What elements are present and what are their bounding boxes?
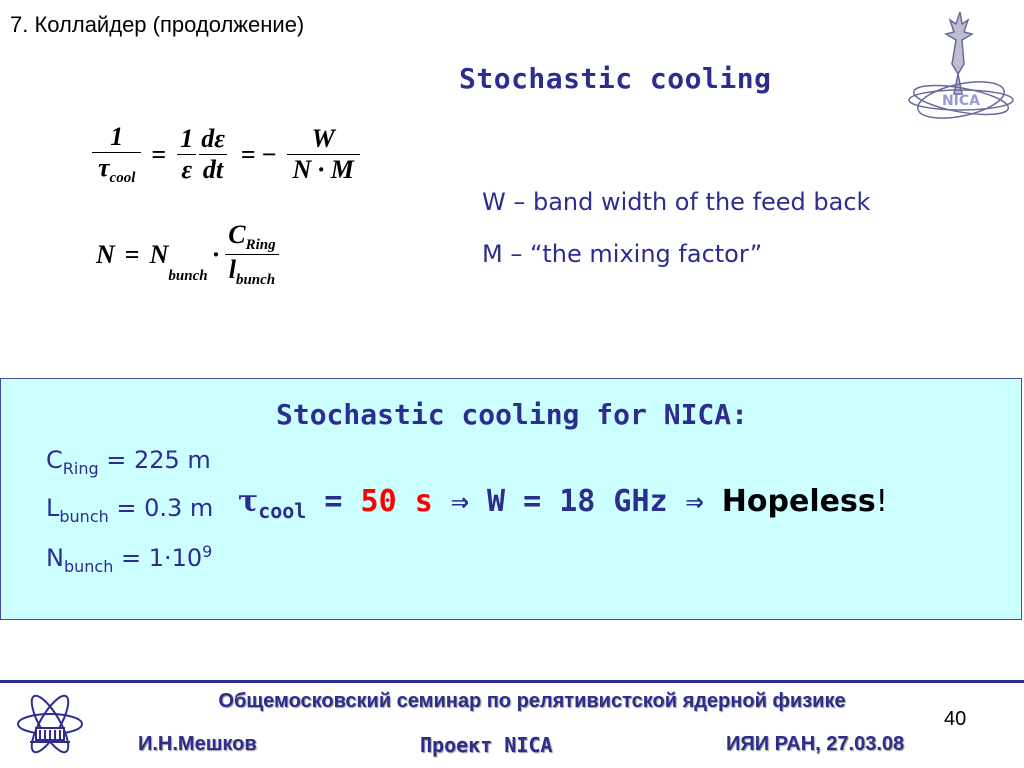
bandwidth-value: W = 18 GHz <box>486 484 668 519</box>
param-base: 10 <box>171 544 203 572</box>
frac-num <box>224 220 279 254</box>
footer-project: Проект NICA <box>420 733 553 757</box>
l-symbol: l <box>228 255 236 285</box>
slide-title: Stochastic cooling <box>459 62 772 95</box>
frac-den <box>225 254 279 289</box>
frac-c-over-l <box>224 220 279 289</box>
param-subscript: Ring <box>62 458 99 478</box>
implies-arrow: ⇒ <box>432 484 487 519</box>
frac-den: N · M <box>287 154 360 185</box>
nica-logo-icon <box>902 4 1020 136</box>
frac-num: dε <box>201 124 225 154</box>
frac-inverse-eps <box>176 124 197 185</box>
frac-den: ε <box>177 154 196 185</box>
c-symbol: C <box>228 220 246 249</box>
particle-number-formula <box>96 220 280 289</box>
minus-sign: − <box>261 139 277 169</box>
frac-den: dt <box>199 154 227 185</box>
n-symbol: N <box>96 239 115 269</box>
logo-text: NICA <box>941 93 981 109</box>
equals-sign: = <box>306 484 361 519</box>
param-dot: · <box>163 544 172 572</box>
param-subscript: bunch <box>63 556 114 576</box>
cool-subscript: cool <box>258 499 307 523</box>
frac-num: W <box>311 124 335 154</box>
param-subscript: bunch <box>59 506 109 526</box>
dot-operator: · <box>211 239 221 269</box>
ring-subscript: Ring <box>245 237 276 254</box>
param-symbol: C <box>46 446 63 474</box>
param-n-bunch <box>46 542 212 576</box>
cooling-result <box>238 484 888 523</box>
footer-venue: ИЯИ РАН, 27.03.08 <box>726 733 905 755</box>
definition-w: W – band width of the feed back <box>482 188 871 216</box>
equals-sign: = <box>124 239 140 269</box>
param-symbol: N <box>46 544 64 572</box>
n-bunch-symbol: N <box>149 239 169 269</box>
footer-seminar-title: Общемосковский семинар по релятивистской ядерной физике <box>218 690 846 712</box>
tau-symbol: τ <box>98 153 110 182</box>
footer-divider <box>0 680 1024 683</box>
implies-arrow: ⇒ <box>667 484 722 519</box>
frac-num: 1 <box>180 124 194 154</box>
param-value: = 1 <box>113 544 164 572</box>
cooling-rate-formula <box>92 122 360 187</box>
tau-symbol: τ <box>238 484 259 519</box>
frac-den <box>92 152 141 187</box>
bunch-subscript: bunch <box>168 268 208 285</box>
param-value: = 0.3 m <box>108 494 214 522</box>
cooling-time-value: 50 s <box>360 484 433 519</box>
frac-w-over-nm <box>287 124 360 185</box>
cool-subscript: cool <box>109 170 136 187</box>
equals-sign: = <box>151 139 167 169</box>
frac-inverse-tau <box>92 122 141 187</box>
param-l-bunch <box>46 494 213 526</box>
param-exponent: 9 <box>202 542 213 561</box>
footer-author: И.Н.Мешков <box>138 733 257 755</box>
param-c-ring <box>46 446 211 478</box>
exclamation: ! <box>875 484 888 519</box>
hopeless-verdict: Hopeless <box>721 484 876 519</box>
section-title: 7. Коллайдер (продолжение) <box>10 12 305 37</box>
page-number: 40 <box>944 708 967 730</box>
param-symbol: L <box>46 494 60 522</box>
frac-num: 1 <box>110 122 124 151</box>
equals-sign: = <box>240 139 256 169</box>
bunch-subscript: bunch <box>235 272 276 289</box>
frac-deps-dt <box>197 124 229 185</box>
definition-m: M – “the mixing factor” <box>482 240 763 268</box>
box-title: Stochastic cooling for NICA: <box>275 398 748 431</box>
param-value: = 225 m <box>98 446 211 474</box>
